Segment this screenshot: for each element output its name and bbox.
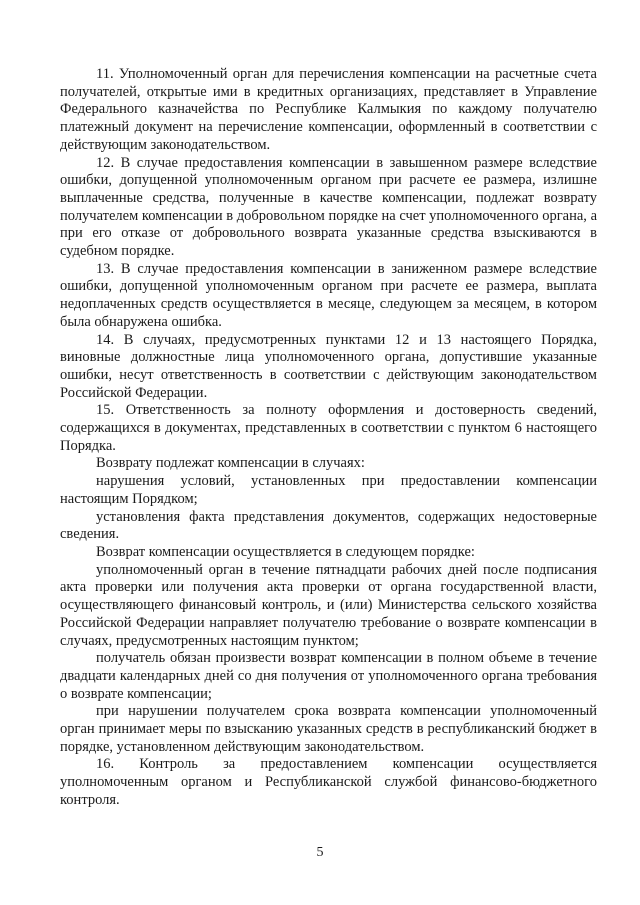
paragraph-return-case-false-docs: установления факта представления документов, содержащих недостоверные сведения.	[60, 508, 597, 543]
paragraph-16: 16. Контроль за предоставлением компенсации осуществляется уполномоченным органом и Республиканской службой финансово-бюджетного контроля.	[60, 756, 597, 808]
paragraph-procedure-recipient-obligation: получатель обязан произвести возврат компенсации в полном объеме в течение двадцати календарных дней со дня получения от уполномоченного органа требования о возврате компенсации;	[60, 650, 597, 702]
paragraph-12: 12. В случае предоставления компенсации в завышенном размере вследствие ошибки, допущенной уполномоченным органом при расчете ее размера, излишне выплаченные средства, полученные в качестве компенсации, подлежат возврату получателем компенсации в добровольном порядке на счет уполномоченного органа, а при его отказе от добровольного возврата указанные средства взыскиваются в судебном порядке.	[60, 154, 597, 260]
paragraph-return-procedure-intro: Возврат компенсации осуществляется в следующем порядке:	[96, 543, 475, 560]
paragraph-13: 13. В случае предоставления компенсации в заниженном размере вследствие ошибки, допущенной уполномоченным органом при расчете ее размера, выплата недоплаченных средств осуществляется в месяце, следующем за месяцем, в котором была обнаружена ошибка.	[60, 260, 597, 330]
paragraph-11: 11. Уполномоченный орган для перечисления компенсации на расчетные счета получателей, открытые ими в кредитных организациях, представляет в Управление Федерального казначейства по Республике Калмыкия по каждому получателю платежный документ на перечисление компенсации, оформленный в соответствии с действующим законодательством.	[60, 66, 597, 153]
paragraph-14: 14. В случаях, предусмотренных пунктами 12 и 13 настоящего Порядка, виновные должностные лица уполномоченного органа, допустившие указанные ошибки, несут ответственность в соответствии с действующим законодательством Российской Федерации.	[60, 331, 597, 401]
page-number: 5	[316, 845, 324, 860]
paragraph-15: 15. Ответственность за полноту оформления и достоверность сведений, содержащихся в документах, представленных в соответствии с пунктом 6 настоящего Порядка.	[60, 402, 597, 454]
paragraph-return-cases-intro: Возврату подлежат компенсации в случаях:	[96, 455, 365, 472]
paragraph-procedure-enforcement: при нарушении получателем срока возврата компенсации уполномоченный орган принимает меры по взысканию указанных средств в республиканский бюджет в порядке, установленном действующим законодательством.	[60, 703, 597, 755]
paragraph-procedure-demand: уполномоченный орган в течение пятнадцати рабочих дней после подписания акта проверки или получения акта проверки от органа государственной власти, осуществляющего финансовый контроль, и (или) Министерства сельского хозяйства Российской Федерации направляет получателю требование о возврате компенсации в случаях, предусмотренных настоящим пунктом;	[60, 561, 597, 649]
paragraph-return-case-violation: нарушения условий, установленных при предоставлении компенсации настоящим Порядком;	[60, 473, 597, 507]
